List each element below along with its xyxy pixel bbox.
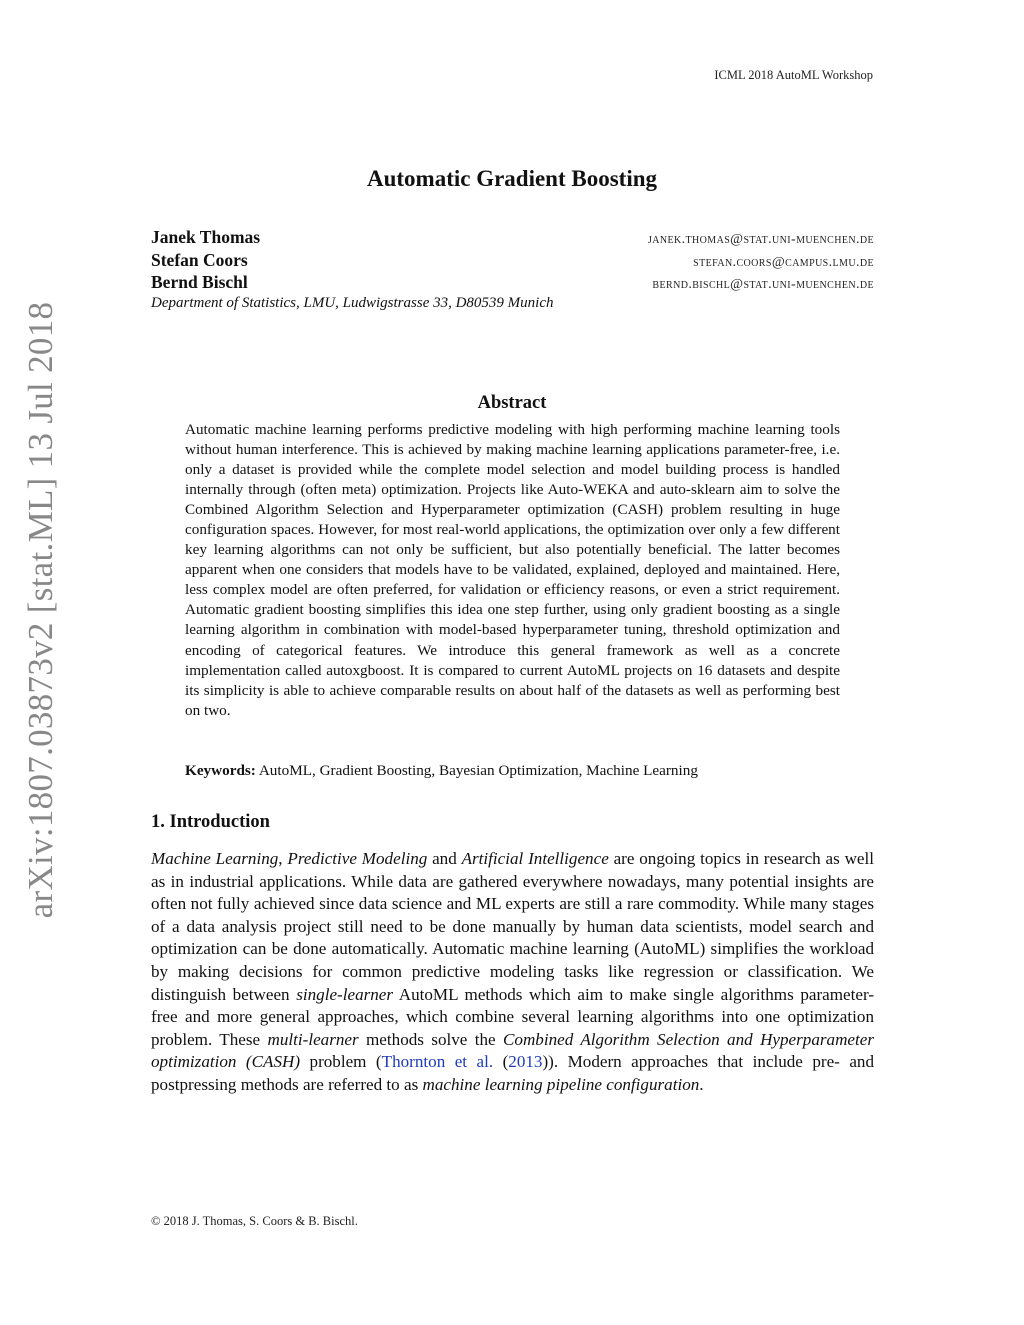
- keywords-list: AutoML, Gradient Boosting, Bayesian Optimization, Machine Learning: [258, 762, 698, 779]
- introduction-paragraph: [151, 848, 874, 1097]
- affiliation: Department of Statistics, LMU, Ludwigstrasse 33, D80539 Munich: [151, 294, 554, 311]
- emphasized-term: multi-learner: [267, 1029, 359, 1049]
- copyright-footer: © 2018 J. Thomas, S. Coors & B. Bischl.: [151, 1214, 358, 1228]
- keywords-label: Keywords:: [185, 762, 256, 779]
- emphasized-term: single-learner: [296, 984, 394, 1004]
- citation-link[interactable]: Thornton et al.: [381, 1052, 494, 1072]
- author-row: [151, 250, 874, 273]
- intro-text: AutoML methods which aim to make single algorithms parameter-free and more general approaches, which combine several learning algorithms into one optimization problem. These: [151, 984, 875, 1049]
- author-name: Bernd Bischl: [151, 272, 248, 292]
- author-name: Stefan Coors: [151, 249, 248, 270]
- intro-text: .: [699, 1074, 704, 1094]
- abstract-text: Automatic machine learning performs predictive modeling with high performing machine learning tools without human interference. This is achieved by making machine learning applications parameter-free, i.e. only a dataset is provided while the complete model selection and model building process is handled internally through (often meta) optimization. Projects like Auto-WEKA and auto-sklearn aim to solve the Combined Algorithm Selection and Hyperparameter optimization (CASH) problem resulting in huge configuration spaces. However, for most real-world applications, the optimization over only a few different key learning algorithms can not only be sufficient, but also potentially beneficial. The latter becomes apparent when one considers that models have to be validated, explained, deployed and maintained. Here, less complex model are often preferred, for validation or efficiency reasons, or even a strict requirement. Automatic gradient boosting simplifies this idea one step further, using only gradient boosting as a single learning algorithm in combination with model-based hyperparameter tuning, threshold optimization and encoding of categorical features. We introduce this general framework as well as a concrete implementation called autoxgboost. It is compared to current AutoML projects on 16 datasets and despite its simplicity is able to achieve comparable results on about half of the datasets as well as performing best on two.: [185, 421, 840, 719]
- author-email: bernd.bischl@stat.uni-muenchen.de: [652, 277, 874, 292]
- author-row: [151, 227, 874, 250]
- citation-link[interactable]: 2013: [508, 1052, 543, 1072]
- intro-text: methods solve the: [358, 1029, 504, 1049]
- venue-header: ICML 2018 AutoML Workshop: [714, 68, 873, 82]
- emphasized-term: Predictive Modeling: [287, 849, 428, 868]
- author-row: [151, 272, 874, 295]
- section-heading-introduction: 1. Introduction: [151, 812, 270, 832]
- paper-title: Automatic Gradient Boosting: [366, 166, 658, 191]
- intro-text: )). Modern approaches that include pre- and postpressing methods are referred to as: [151, 1052, 874, 1094]
- emphasized-term: Combined Algorithm Selection and Hyperparameter optimization (CASH): [151, 1029, 874, 1072]
- author-email: stefan.coors@campus.lmu.de: [693, 254, 874, 270]
- intro-text: (: [493, 1052, 509, 1072]
- intro-text: and: [427, 849, 462, 868]
- intro-text: ,: [278, 849, 288, 868]
- keywords-line: [185, 762, 840, 780]
- author-block: [151, 227, 874, 312]
- emphasized-term: Machine Learning: [151, 849, 279, 868]
- intro-text: are ongoing topics in research as well as in industrial applications. While data are gathered everywhere nowadays, many potential insights are often not fully achieved since data science and ML experts are still a rare commodity. While many stages of a data analysis project still need to be done manually by human data scientists, model search and optimization can be done automatically. Automatic machine learning (AutoML) simplifies the workload by making decisions for common predictive modeling tasks like regression or classification. We distinguish between: [151, 849, 874, 1004]
- emphasized-term: Artificial Intelligence: [461, 849, 609, 868]
- intro-text: problem (: [300, 1052, 382, 1072]
- author-email: janek.thomas@stat.uni-muenchen.de: [647, 232, 874, 247]
- arxiv-identifier-stamp: arXiv:1807.03873v2 [stat.ML] 13 Jul 2018: [21, 301, 60, 919]
- author-name: Janek Thomas: [151, 227, 261, 247]
- emphasized-term: machine learning pipeline configuration: [422, 1074, 700, 1094]
- abstract-heading: Abstract: [477, 393, 547, 413]
